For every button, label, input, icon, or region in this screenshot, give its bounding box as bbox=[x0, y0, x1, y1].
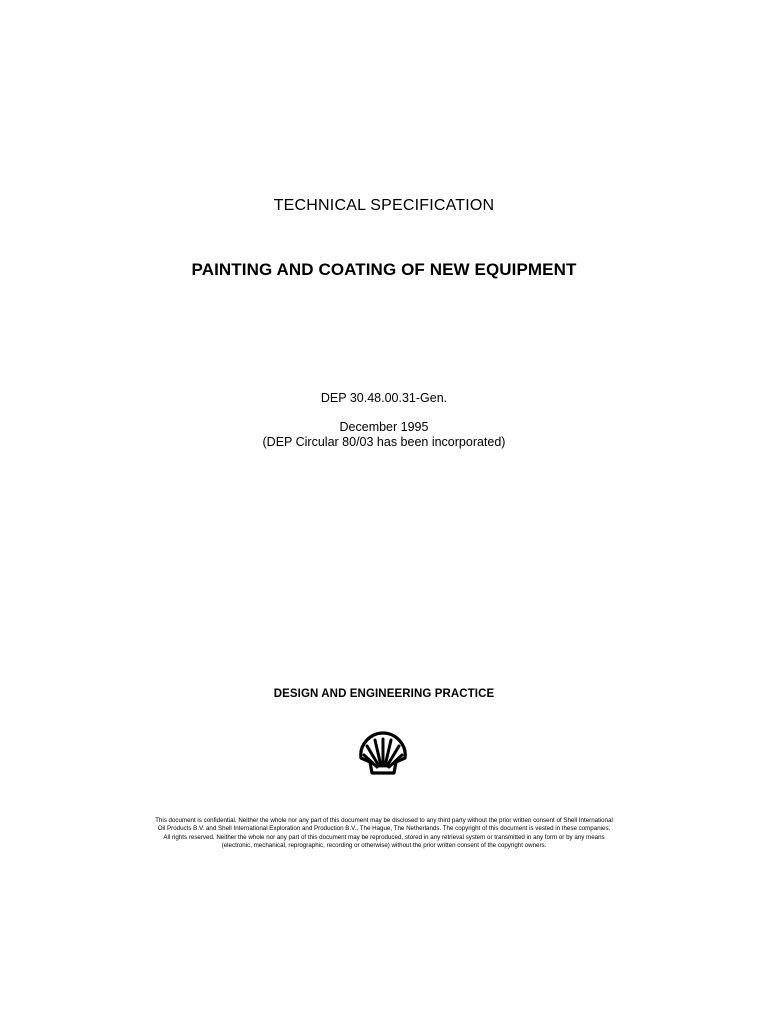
notice-line: (electronic, mechanical, reprographic, recording or otherwise) without the prior written consent of the copyright owners. bbox=[221, 841, 547, 849]
notice-line: This document is confidential. Neither the whole nor any part of this document may be disclosed to any third party without the prior written consent of Shell International bbox=[155, 817, 613, 824]
document-title: PAINTING AND COATING OF NEW EQUIPMENT bbox=[191, 260, 577, 279]
document-series: DESIGN AND ENGINEERING PRACTICE bbox=[273, 688, 495, 700]
shell-logo-icon bbox=[357, 730, 409, 778]
document-date: December 1995 bbox=[339, 420, 429, 434]
notice-line: Oil Products B.V. and Shell International Exploration and Production B.V., The Hague, The Netherlands. The copyright of this document is vested in these companies. bbox=[157, 825, 611, 833]
document-number: DEP 30.48.00.31-Gen. bbox=[320, 391, 448, 405]
notice-line: All rights reserved. Neither the whole nor any part of this document may be reproduced, stored in any retrieval system or transmitted in any form or by any means bbox=[163, 833, 605, 841]
confidentiality-notice bbox=[110, 817, 658, 850]
document-type: TECHNICAL SPECIFICATION bbox=[273, 197, 495, 214]
document-circular-note: (DEP Circular 80/03 has been incorporated) bbox=[262, 435, 506, 449]
